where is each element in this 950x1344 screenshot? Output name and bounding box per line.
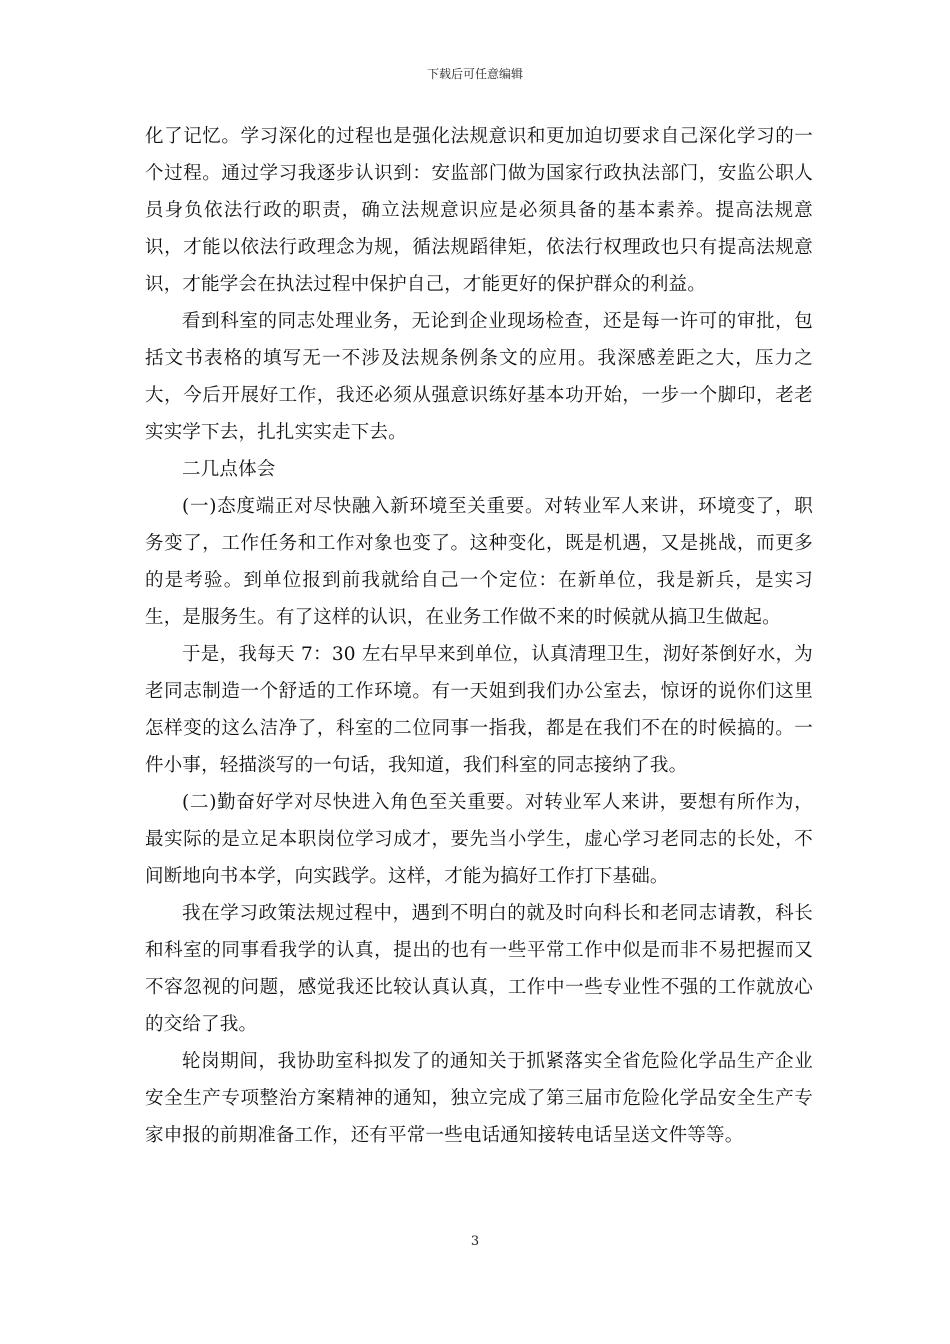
page-number: 3 [470,1234,480,1249]
paragraph-5: (二)勤奋好学对尽快进入角色至关重要。对转业军人来讲，要想有所作为，最实际的是立足本职岗位学习成才，要先当小学生，虚心学习老同志的长处，不间断地向书本学，向实践学。这样，才能为搞好工作打下基础。 [145,792,813,887]
paragraph-7: 轮岗期间，我协助室科拟发了的通知关于抓紧落实全省危险化学品生产企业安全生产专项整治方案精神的通知，独立完成了第三届市危险化学品安全生产专家申报的前期准备工作，还有平常一些电话通知接转电话呈送文件等等。 [145,1051,813,1146]
paragraph-1: 化了记忆。学习深化的过程也是强化法规意识和更加迫切要求自己深化学习的一个过程。通过学习我逐步认识到：安监部门做为国家行政执法部门，安监公职人员身负依法行政的职责，确立法规意识应是必须具备的基本素养。提高法规意识，才能以依法行政理念为规，循法规蹈律矩，依法行权理政也只有提高法规意识，才能学会在执法过程中保护自己，才能更好的保护群众的利益。 [145,126,813,295]
document-body [145,118,813,1154]
paragraph-4: 于是，我每天 7：30 左右早早来到单位，认真清理卫生，沏好茶倒好水，为老同志制造一个舒适的工作环境。有一天姐到我们办公室去，惊讶的说你们这里怎样变的这么洁净了，科室的二位同事一指我，都是在我们不在的时候搞的。一件小事，轻描淡写的一句话，我知道，我们科室的同志接纳了我。 [145,644,813,776]
paragraph-3: (一)态度端正对尽快融入新环境至关重要。对转业军人来讲，环境变了，职务变了，工作任务和工作对象也变了。这种变化，既是机遇，又是挑战，而更多的是考验。到单位报到前我就给自己一个定位：在新单位，我是新兵，是实习生，是服务生。有了这样的认识，在业务工作做不来的时候就从搞卫生做起。 [145,496,813,628]
section-heading: 二几点体会 [182,459,276,480]
page-header: 下载后可任意编辑 [426,67,523,81]
paragraph-2: 看到科室的同志处理业务，无论到企业现场检查，还是每一许可的审批，包括文书表格的填写无一不涉及法规条例条文的应用。我深感差距之大，压力之大，今后开展好工作，我还必须从强意识练好基本功开始，一步一个脚印，老老实实学下去，扎扎实实走下去。 [145,311,813,443]
paragraph-6: 我在学习政策法规过程中，遇到不明白的就及时向科长和老同志请教，科长和科室的同事看我学的认真，提出的也有一些平常工作中似是而非不易把握而又不容忽视的问题，感觉我还比较认真认真，工作中一些专业性不强的工作就放心的交给了我。 [145,903,813,1035]
